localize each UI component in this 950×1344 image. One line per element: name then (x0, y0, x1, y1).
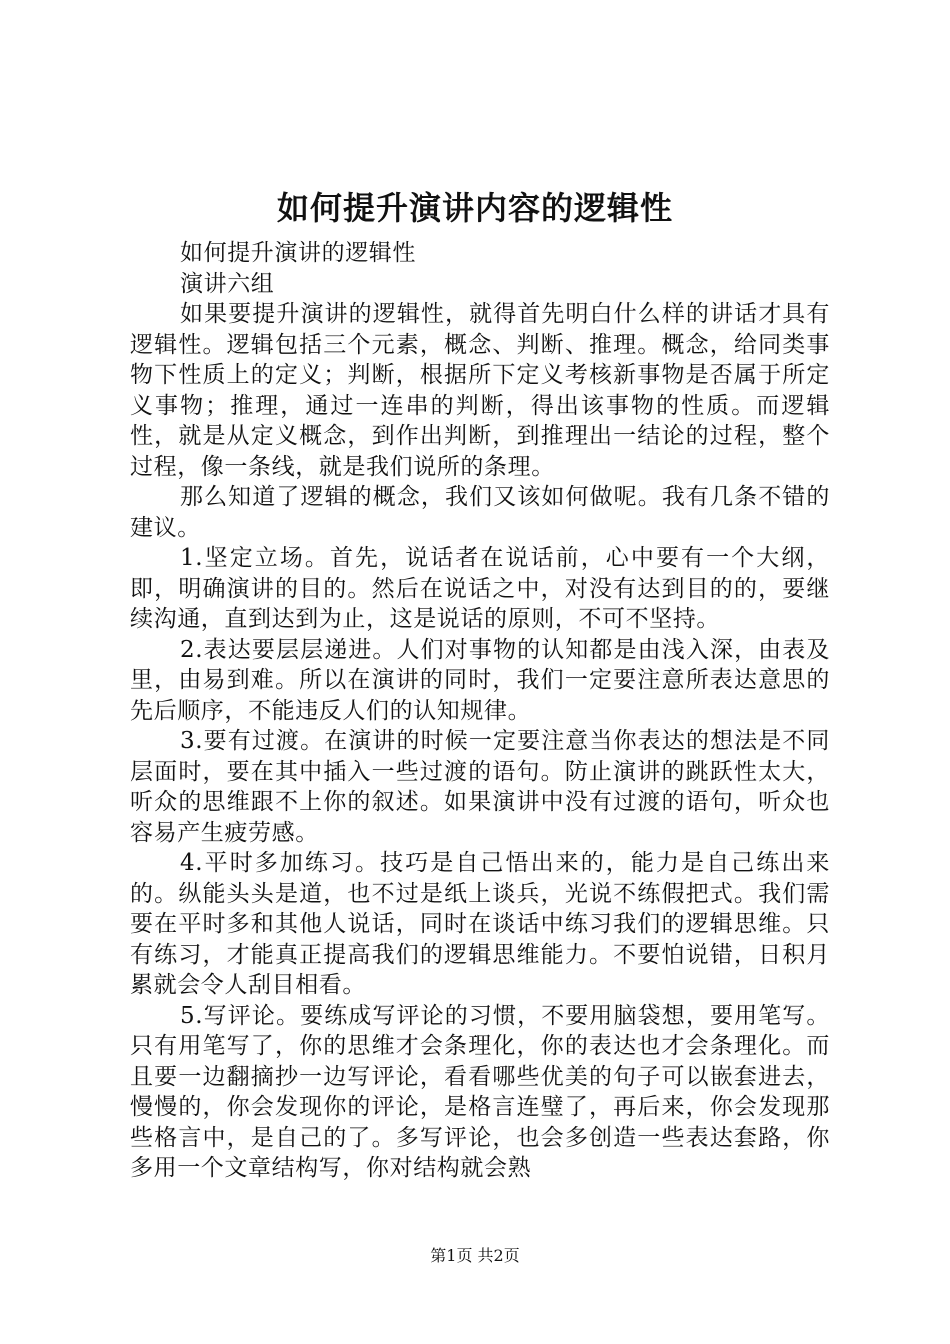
subtitle-paragraph: 如何提升演讲的逻辑性 (180, 240, 416, 266)
suggestion-2-paragraph: 2.表达要层层递进。人们对事物的认知都是由浅入深，由表及里，由易到难。所以在演讲的同时，我们一定要注意所表达意思的先后顺序，不能违反人们的认知规律。 (130, 636, 830, 724)
document-title: 如何提升演讲内容的逻辑性 (276, 189, 673, 227)
suggestion-4-paragraph: 4.平时多加练习。技巧是自己悟出来的，能力是自己练出来的。纵能头头是道，也不过是纸上谈兵，光说不练假把式。我们需要在平时多和其他人说话，同时在谈话中练习我们的逻辑思维。只有练习，才能真正提高我们的逻辑思维能力。不要怕说错，日积月累就会令人刮目相看。 (130, 850, 830, 998)
suggestion-5-paragraph: 5.写评论。要练成写评论的习惯，不要用脑袋想，要用笔写。只有用笔写了，你的思维才会条理化，你的表达也才会条理化。而且要一边翻摘抄一边写评论，看看哪些优美的句子可以嵌套进去，慢慢的，你会发现你的评论，是格言连璧了，再后来，你会发现那些格言中，是自己的了。多写评论，也会多创造一些表达套路，你多用一个文章结构写，你对结构就会熟 (130, 1002, 830, 1181)
suggestion-3-paragraph: 3.要有过渡。在演讲的时候一定要注意当你表达的想法是不同层面时，要在其中插入一些过渡的语句。防止演讲的跳跃性太大，听众的思维跟不上你的叙述。如果演讲中没有过渡的语句，听众也容易产生疲劳感。 (130, 728, 830, 846)
suggestion-1-paragraph: 1.坚定立场。首先，说话者在说话前，心中要有一个大纲，即，明确演讲的目的。然后在说话之中，对没有达到目的的，要继续沟通，直到达到为止，这是说话的原则，不可不坚持。 (130, 545, 830, 632)
document-body (130, 238, 830, 1184)
intro-paragraph: 如果要提升演讲的逻辑性，就得首先明白什么样的讲话才具有逻辑性。逻辑包括三个元素，概念、判断、推理。概念，给同类事物下性质上的定义；判断，根据所下定义考核新事物是否属于所定义事物；推理，通过一连串的判断，得出该事物的性质。而逻辑性，就是从定义概念，到作出判断，到推理出一结论的过程，整个过程，像一条线，就是我们说所的条理。 (130, 301, 830, 480)
page-number-footer: 第1页 共2页 (430, 1246, 520, 1265)
transition-paragraph: 那么知道了逻辑的概念，我们又该如何做呢。我有几条不错的建议。 (130, 484, 830, 541)
group-name-paragraph: 演讲六组 (180, 270, 275, 297)
